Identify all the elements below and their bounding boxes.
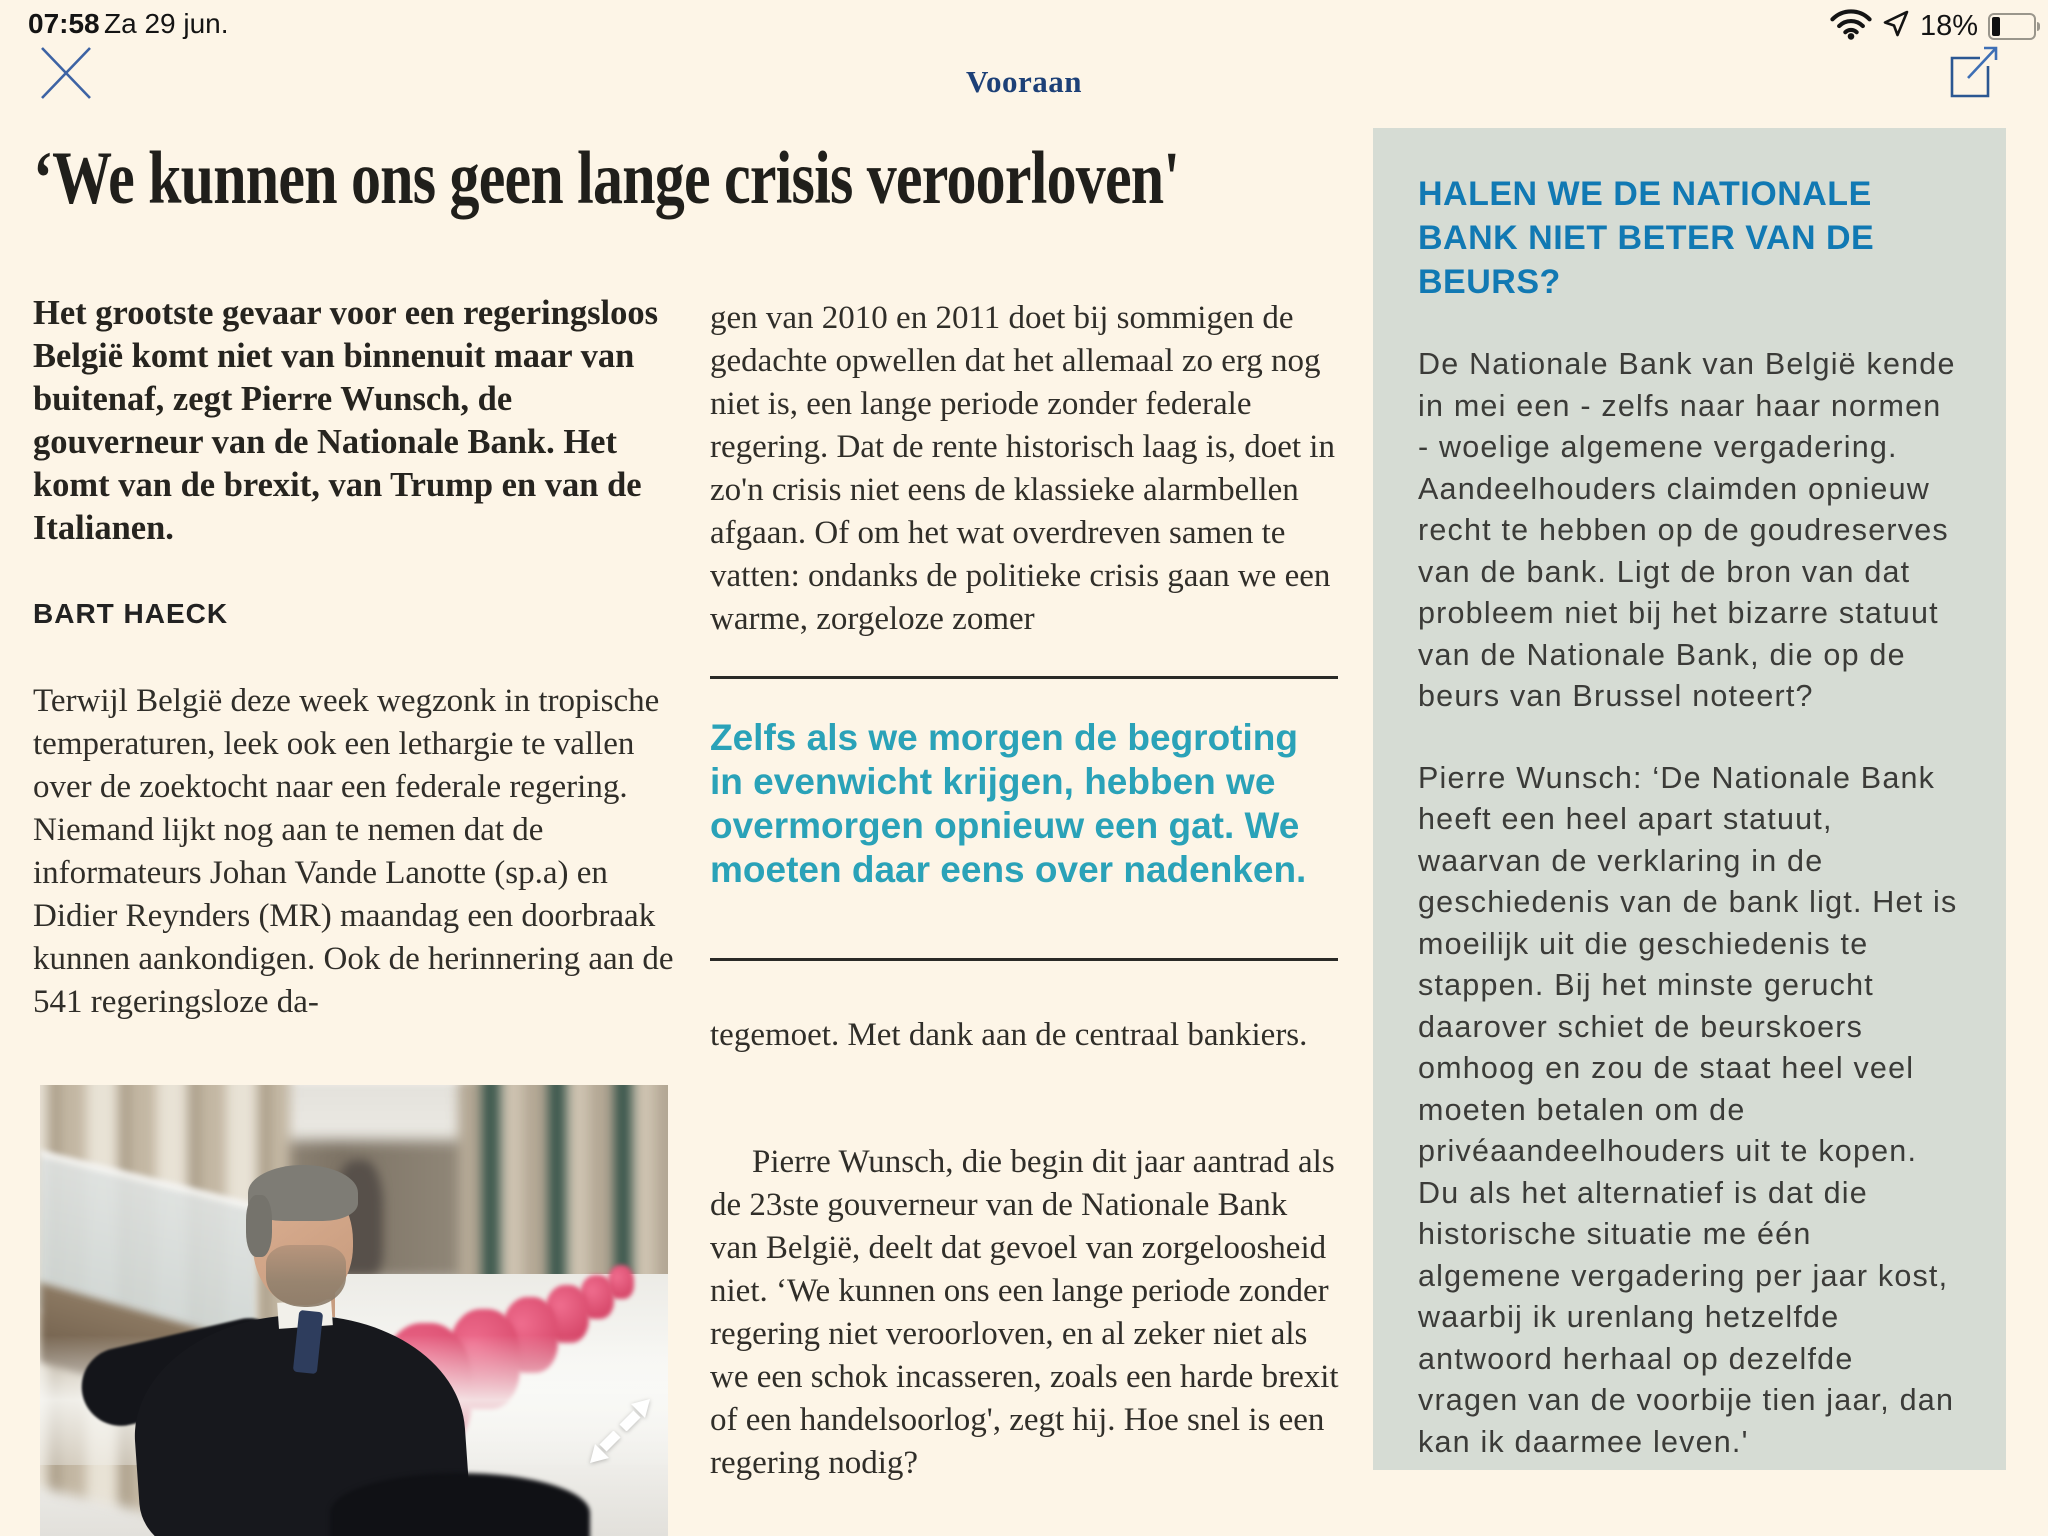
pull-quote: Zelfs als we morgen de begroting in evenwicht krijgen, hebben we overmorgen opnieuw een gat. We moeten daar eens over nadenken.	[710, 717, 1307, 890]
photo-expand-arrow-sw-icon[interactable]	[588, 1431, 622, 1470]
share-button[interactable]	[1944, 40, 2002, 102]
sidebar-paragraph: De Nationale Bank van België kende in mei een - zelfs naar haar normen - woelige algemene vergadering. Aandeelhouders claimden opnieuw recht te hebben op de goudreserves van de bank. Ligt de bron van dat probleem niet bij het bizarre statuut van de Nationale Bank, die op de beurs van Brussel noteert?	[1418, 347, 1956, 713]
man-beard	[266, 1245, 346, 1307]
share-icon	[1944, 89, 2002, 106]
sidebar-paragraph: Pierre Wunsch: ‘De Nationale Bank heeft een heel apart statuut, waarvan de verklaring in de geschiedenis van de bank ligt. Het is moeilijk uit die geschiedenis te stappen. Bij het minste gerucht daarover schiet de beurskoers omhoog en zou de staat heel veel moeten betalen om de privéaandeelhouders uit te kopen. Du als het alternatief is dat die historische situatie me één algemene vergadering per jaar kost, waarbij ik urenlang hetzelfde antwoord herhaal op dezelfde vragen van de voorbije tien jaar, dan kan ik daarmee leven.'	[1418, 760, 1958, 1459]
location-arrow-icon	[1882, 10, 1910, 43]
battery-icon	[1988, 13, 2036, 40]
status-time: 07:58	[28, 8, 100, 39]
sidebar-box	[1373, 128, 2006, 1470]
article-byline: BART HAECK	[33, 598, 229, 629]
sidebar-heading: HALEN WE DE NATIONALE BANK NIET BETER VAN DE BEURS?	[1418, 175, 1875, 301]
section-title: Vooraan	[965, 64, 1083, 99]
article-photo[interactable]	[40, 1085, 668, 1536]
article-body-col2-p1: gen van 2010 en 2011 doet bij sommigen de gedachte opwellen dat het allemaal zo erg nog niet is, een lange periode zonder federale regering. Dat de rente historisch laag is, doet in zo'n crisis niet eens de klassieke alarmbellen afgaan. Of om het wat overdreven samen te vatten: ondanks de politieke crisis gaan we een warme, zorgeloze zomer	[710, 300, 1335, 637]
article-body-col2-p3: Pierre Wunsch, die begin dit jaar aantrad als de 23ste gouverneur van de Nationale Bank van België, deelt dat gevoel van zorgeloosheid niet. ‘We kunnen ons een lange periode zonder regering niet veroorloven, en al zeker niet als we een schok incasseren, zoals een harde brexit of een handelsoorlog', zegt hij. Hoe snel is een regering nodig?	[710, 1144, 1339, 1481]
article-body-col2-p2: tegemoet. Met dank aan de centraal bankiers.	[710, 1017, 1308, 1053]
pull-quote-rule-top	[710, 676, 1338, 679]
wifi-icon	[1830, 8, 1872, 45]
man-side-hair	[246, 1195, 272, 1257]
status-right-cluster	[1830, 8, 2036, 45]
photo-expand-arrow-ne-icon[interactable]	[618, 1397, 652, 1436]
article-intro: Het grootste gevaar voor een regeringsloos België komt niet van binnenuit maar van buitenaf, zegt Pierre Wunsch, de gouverneur van de Nationale Bank. Het komt van de brexit, van Trump en van de Italianen.	[33, 294, 659, 547]
pull-quote-rule-bottom	[710, 958, 1338, 961]
battery-percent-label: 18%	[1919, 10, 1978, 42]
article-headline: ‘We kunnen ons geen lange crisis veroorloven'	[33, 137, 1180, 220]
status-date: Za 29 jun.	[104, 8, 229, 39]
article-body-col1: Terwijl België deze week wegzonk in tropische temperaturen, leek ook een lethargie te vallen over de zoektocht naar een federale regering. Niemand lijkt nog aan te nemen dat de informateurs Johan Vande Lanotte (sp.a) en Didier Reynders (MR) maandag een doorbraak kunnen aankondigen. Ook de herinnering aan de 541 regeringsloze da-	[33, 683, 674, 1020]
